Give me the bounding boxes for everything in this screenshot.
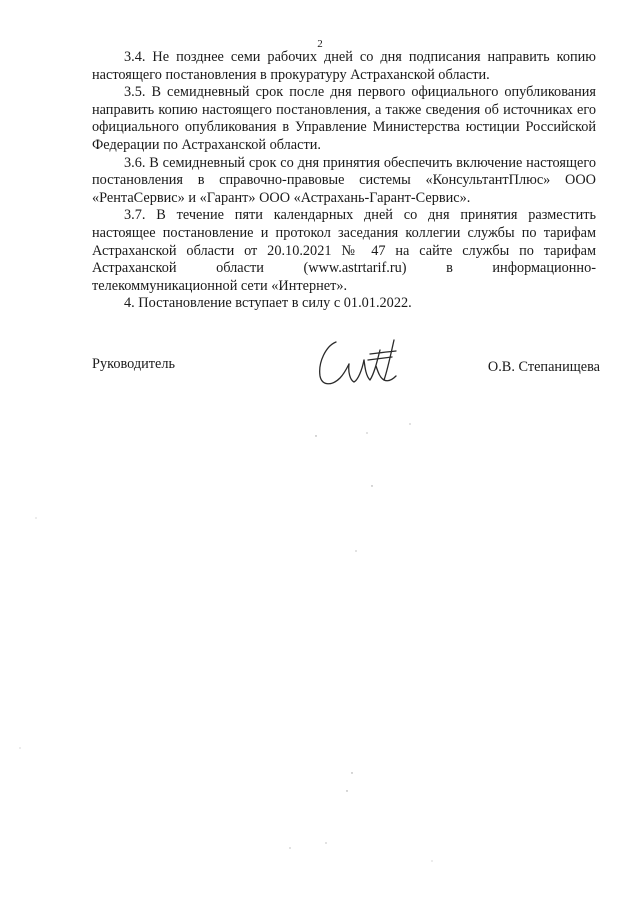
paragraph-4: 4. Постановление вступает в силу с 01.01.2022. (124, 295, 412, 312)
document-body (92, 49, 596, 313)
paragraph-3-7: 3.7. В течение пяти календарных дней со дня принятия разместить настоящее постановление и протокол заседания коллегии службы по тарифам Астраханской области от 20.10.2021 № 47 на сайте службы по тарифам Астраханской области (www.astrtarif.ru) в информационно-телекоммуникационной сети «Интернет». (92, 207, 596, 294)
signatory-position: Руководитель (92, 356, 176, 372)
paragraph-3-4: 3.4. Не позднее семи рабочих дней со дня подписания направить копию настоящего постановления в прокуратуру Астраханской области. (92, 49, 596, 83)
signatory-name: О.В. Степанищева (487, 359, 600, 375)
paragraph-3-6: 3.6. В семидневный срок со дня принятия обеспечить включение настоящего постановления в справочно-правовые системы «КонсультантПлюс» ООО «РентаСервис» и «Гарант» ООО «Астрахань-Гарант-Сервис». (92, 154, 596, 206)
handwritten-signature (314, 336, 404, 390)
signature-block (92, 336, 600, 396)
page-number: 2 (317, 38, 323, 50)
paragraph-3-5: 3.5. В семидневный срок после дня первого официального опубликования направить копию настоящего постановления, а также сведения об источниках его официального опубликования в Управление Министерства юстиции Российской Федерации по Астраханской области. (92, 84, 596, 153)
